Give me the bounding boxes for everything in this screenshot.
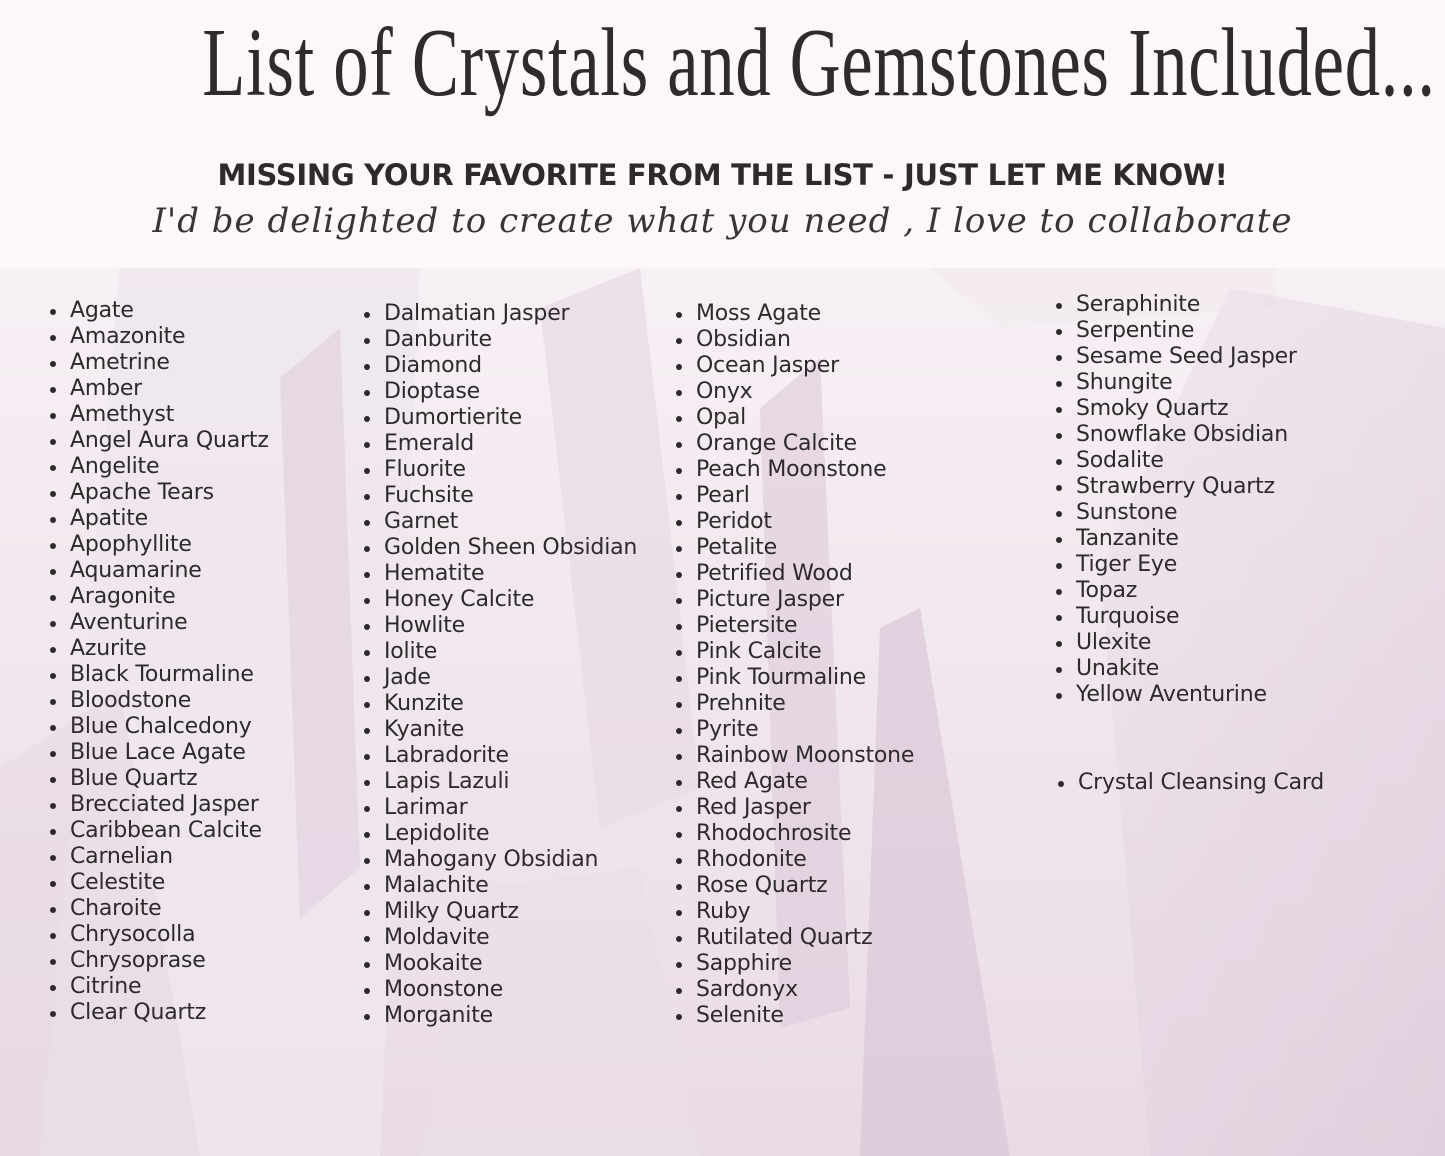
list-item: Clear Quartz bbox=[50, 1000, 269, 1026]
list-item: Petalite bbox=[676, 535, 914, 561]
list-item: Moldavite bbox=[364, 925, 637, 951]
list-item: Aquamarine bbox=[50, 558, 269, 584]
list-item: Diamond bbox=[364, 353, 637, 379]
list-item: Prehnite bbox=[676, 691, 914, 717]
list-item: Labradorite bbox=[364, 743, 637, 769]
list-item: Blue Lace Agate bbox=[50, 740, 269, 766]
list-item: Pyrite bbox=[676, 717, 914, 743]
list-item: Petrified Wood bbox=[676, 561, 914, 587]
list-item: Agate bbox=[50, 298, 269, 324]
list-item: Ruby bbox=[676, 899, 914, 925]
list-item: Rhodonite bbox=[676, 847, 914, 873]
list-item: Rainbow Moonstone bbox=[676, 743, 914, 769]
page-title: List of Crystals and Gemstones Included... bbox=[202, 9, 1436, 117]
list-item: Onyx bbox=[676, 379, 914, 405]
list-item: Pietersite bbox=[676, 613, 914, 639]
list-item: Amazonite bbox=[50, 324, 269, 350]
list-item: Apophyllite bbox=[50, 532, 269, 558]
list-item: Kunzite bbox=[364, 691, 637, 717]
list-item: Lepidolite bbox=[364, 821, 637, 847]
list-item: Moonstone bbox=[364, 977, 637, 1003]
list-item: Rutilated Quartz bbox=[676, 925, 914, 951]
list-item: Pink Calcite bbox=[676, 639, 914, 665]
list-item: Rhodochrosite bbox=[676, 821, 914, 847]
list-item: Sunstone bbox=[1056, 500, 1297, 526]
list-item: Apatite bbox=[50, 506, 269, 532]
list-item: Chrysoprase bbox=[50, 948, 269, 974]
list-item: Iolite bbox=[364, 639, 637, 665]
list-item: Bloodstone bbox=[50, 688, 269, 714]
list-item: Dioptase bbox=[364, 379, 637, 405]
list-item: Unakite bbox=[1056, 656, 1297, 682]
list-item: Sapphire bbox=[676, 951, 914, 977]
list-item: Caribbean Calcite bbox=[50, 818, 269, 844]
extra-item-list bbox=[1058, 770, 1324, 796]
list-item: Apache Tears bbox=[50, 480, 269, 506]
header bbox=[0, 0, 1445, 268]
list-item: Pink Tourmaline bbox=[676, 665, 914, 691]
list-item: Celestite bbox=[50, 870, 269, 896]
list-item: Aventurine bbox=[50, 610, 269, 636]
list-item: Dumortierite bbox=[364, 405, 637, 431]
list-item: Amethyst bbox=[50, 402, 269, 428]
list-item: Fuchsite bbox=[364, 483, 637, 509]
list-item: Milky Quartz bbox=[364, 899, 637, 925]
list-item: Howlite bbox=[364, 613, 637, 639]
list-item: Serpentine bbox=[1056, 318, 1297, 344]
list-item: Obsidian bbox=[676, 327, 914, 353]
crystal-list-column-3 bbox=[676, 301, 914, 1029]
list-item: Chrysocolla bbox=[50, 922, 269, 948]
list-item: Ocean Jasper bbox=[676, 353, 914, 379]
list-item: Garnet bbox=[364, 509, 637, 535]
list-item: Pearl bbox=[676, 483, 914, 509]
list-item: Yellow Aventurine bbox=[1056, 682, 1297, 708]
list-item: Morganite bbox=[364, 1003, 637, 1029]
list-item: Golden Sheen Obsidian bbox=[364, 535, 637, 561]
list-item: Selenite bbox=[676, 1003, 914, 1029]
list-item: Charoite bbox=[50, 896, 269, 922]
list-item: Smoky Quartz bbox=[1056, 396, 1297, 422]
list-item: Danburite bbox=[364, 327, 637, 353]
list-item: Azurite bbox=[50, 636, 269, 662]
list-item: Malachite bbox=[364, 873, 637, 899]
list-item: Peach Moonstone bbox=[676, 457, 914, 483]
list-item: Peridot bbox=[676, 509, 914, 535]
list-item: Rose Quartz bbox=[676, 873, 914, 899]
list-item: Tiger Eye bbox=[1056, 552, 1297, 578]
list-item: Sodalite bbox=[1056, 448, 1297, 474]
list-item: Larimar bbox=[364, 795, 637, 821]
list-item: Dalmatian Jasper bbox=[364, 301, 637, 327]
list-item: Angel Aura Quartz bbox=[50, 428, 269, 454]
crystal-list-column-1 bbox=[50, 298, 269, 1026]
list-item: Seraphinite bbox=[1056, 292, 1297, 318]
crystal-list-column-2 bbox=[364, 301, 637, 1029]
list-item: Amber bbox=[50, 376, 269, 402]
list-item: Carnelian bbox=[50, 844, 269, 870]
list-item: Blue Chalcedony bbox=[50, 714, 269, 740]
list-item: Black Tourmaline bbox=[50, 662, 269, 688]
list-item: Mookaite bbox=[364, 951, 637, 977]
list-item: Angelite bbox=[50, 454, 269, 480]
list-item: Ametrine bbox=[50, 350, 269, 376]
list-item: Tanzanite bbox=[1056, 526, 1297, 552]
list-item: Honey Calcite bbox=[364, 587, 637, 613]
list-item: Picture Jasper bbox=[676, 587, 914, 613]
list-item: Red Jasper bbox=[676, 795, 914, 821]
list-item: Fluorite bbox=[364, 457, 637, 483]
script-tagline: I'd be delighted to create what you need , I love to collaborate bbox=[152, 201, 1293, 241]
list-item: Hematite bbox=[364, 561, 637, 587]
page-subtitle: MISSING YOUR FAVORITE FROM THE LIST - JUST LET ME KNOW! bbox=[217, 158, 1228, 192]
list-item: Brecciated Jasper bbox=[50, 792, 269, 818]
list-item: Orange Calcite bbox=[676, 431, 914, 457]
list-item: Turquoise bbox=[1056, 604, 1297, 630]
list-item: Lapis Lazuli bbox=[364, 769, 637, 795]
list-item: Kyanite bbox=[364, 717, 637, 743]
list-item: Ulexite bbox=[1056, 630, 1297, 656]
list-item: Citrine bbox=[50, 974, 269, 1000]
list-item: Emerald bbox=[364, 431, 637, 457]
crystal-list-column-4 bbox=[1056, 292, 1297, 708]
list-item: Red Agate bbox=[676, 769, 914, 795]
list-item: Sesame Seed Jasper bbox=[1056, 344, 1297, 370]
list-item: Shungite bbox=[1056, 370, 1297, 396]
list-item: Mahogany Obsidian bbox=[364, 847, 637, 873]
list-item: Topaz bbox=[1056, 578, 1297, 604]
list-item-crystal-cleansing-card: Crystal Cleansing Card bbox=[1058, 770, 1324, 796]
list-item: Snowflake Obsidian bbox=[1056, 422, 1297, 448]
list-item: Opal bbox=[676, 405, 914, 431]
list-item: Moss Agate bbox=[676, 301, 914, 327]
list-item: Jade bbox=[364, 665, 637, 691]
list-item: Aragonite bbox=[50, 584, 269, 610]
list-item: Sardonyx bbox=[676, 977, 914, 1003]
list-item: Blue Quartz bbox=[50, 766, 269, 792]
list-item: Strawberry Quartz bbox=[1056, 474, 1297, 500]
